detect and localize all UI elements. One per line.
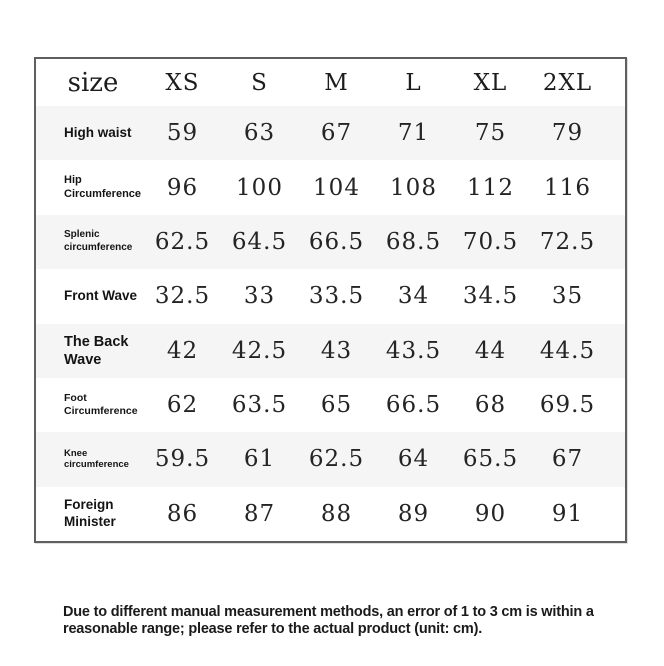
size-value-cell: 62 [166,392,199,419]
row-label: Splenic circumference [64,229,133,253]
size-value-cell: 70.5 [462,228,519,255]
size-value-cell: 34 [397,283,430,310]
table-row-high-waist [36,106,625,160]
table-row-knee-circumference [36,432,625,486]
size-value-cell: 72.5 [539,228,596,255]
table-header-row [36,59,625,106]
row-label: High waist [64,124,132,140]
size-value-cell: 59.5 [154,446,211,473]
column-header-m: M [324,69,349,96]
size-value-cell: 96 [166,174,199,201]
size-value-cell: 116 [544,174,591,201]
column-header-s: S [251,69,268,96]
size-value-cell: 86 [166,500,199,527]
size-value-cell: 89 [397,500,430,527]
size-value-cell: 87 [243,500,276,527]
size-header-cell: size [67,67,119,98]
size-value-cell: 61 [243,446,276,473]
table-row-back-wave [36,324,625,378]
size-value-cell: 62.5 [308,446,365,473]
row-label: Foot Circumference [64,391,138,418]
table-body [36,106,625,541]
measurement-disclaimer: Due to different manual measurement methods, an error of 1 to 3 cm is within a reasonable range; please refer to the actual product (unit: cm). [63,604,594,637]
size-value-cell: 34.5 [462,283,519,310]
size-value-cell: 66.5 [385,392,442,419]
table-row-hip-circumference [36,160,625,214]
size-value-cell: 100 [236,174,283,201]
size-value-cell: 68 [474,392,507,419]
table-row-foreign-minister [36,487,625,541]
size-value-cell: 35 [551,283,584,310]
row-label: Front Wave [64,287,138,303]
size-chart-table [34,57,627,543]
row-label: The Back Wave [64,333,129,368]
size-value-cell: 44.5 [539,337,596,364]
size-value-cell: 32.5 [154,283,211,310]
column-header-2xl: 2XL [542,69,593,96]
size-value-cell: 44 [474,337,507,364]
size-value-cell: 65 [320,392,353,419]
size-value-cell: 75 [474,120,507,147]
size-value-cell: 33 [243,283,276,310]
row-label: Knee circumference [64,447,129,471]
size-value-cell: 33.5 [308,283,365,310]
size-value-cell: 67 [551,446,584,473]
row-label: Hip Circumference [64,173,142,200]
size-value-cell: 64.5 [231,228,288,255]
table-row-foot-circumference [36,378,625,432]
table-row-splenic-circumference [36,215,625,269]
size-value-cell: 108 [390,174,437,201]
size-value-cell: 65.5 [462,446,519,473]
size-value-cell: 43 [320,337,353,364]
column-header-l: L [405,69,422,96]
size-value-cell: 62.5 [154,228,211,255]
size-value-cell: 63 [243,120,276,147]
column-header-xs: XS [165,69,200,96]
size-value-cell: 71 [397,120,430,147]
size-value-cell: 42 [166,337,199,364]
size-value-cell: 112 [467,174,514,201]
size-value-cell: 79 [551,120,584,147]
size-value-cell: 68.5 [385,228,442,255]
size-value-cell: 104 [313,174,360,201]
size-value-cell: 91 [551,500,584,527]
column-header-xl: XL [473,69,508,96]
size-value-cell: 63.5 [231,392,288,419]
row-label: Foreign Minister [64,496,116,529]
size-value-cell: 64 [397,446,430,473]
size-value-cell: 66.5 [308,228,365,255]
size-value-cell: 67 [320,120,353,147]
size-value-cell: 90 [474,500,507,527]
size-value-cell: 88 [320,500,353,527]
size-value-cell: 43.5 [385,337,442,364]
size-value-cell: 59 [166,120,199,147]
size-value-cell: 69.5 [539,392,596,419]
size-value-cell: 42.5 [231,337,288,364]
table-row-front-wave [36,269,625,323]
